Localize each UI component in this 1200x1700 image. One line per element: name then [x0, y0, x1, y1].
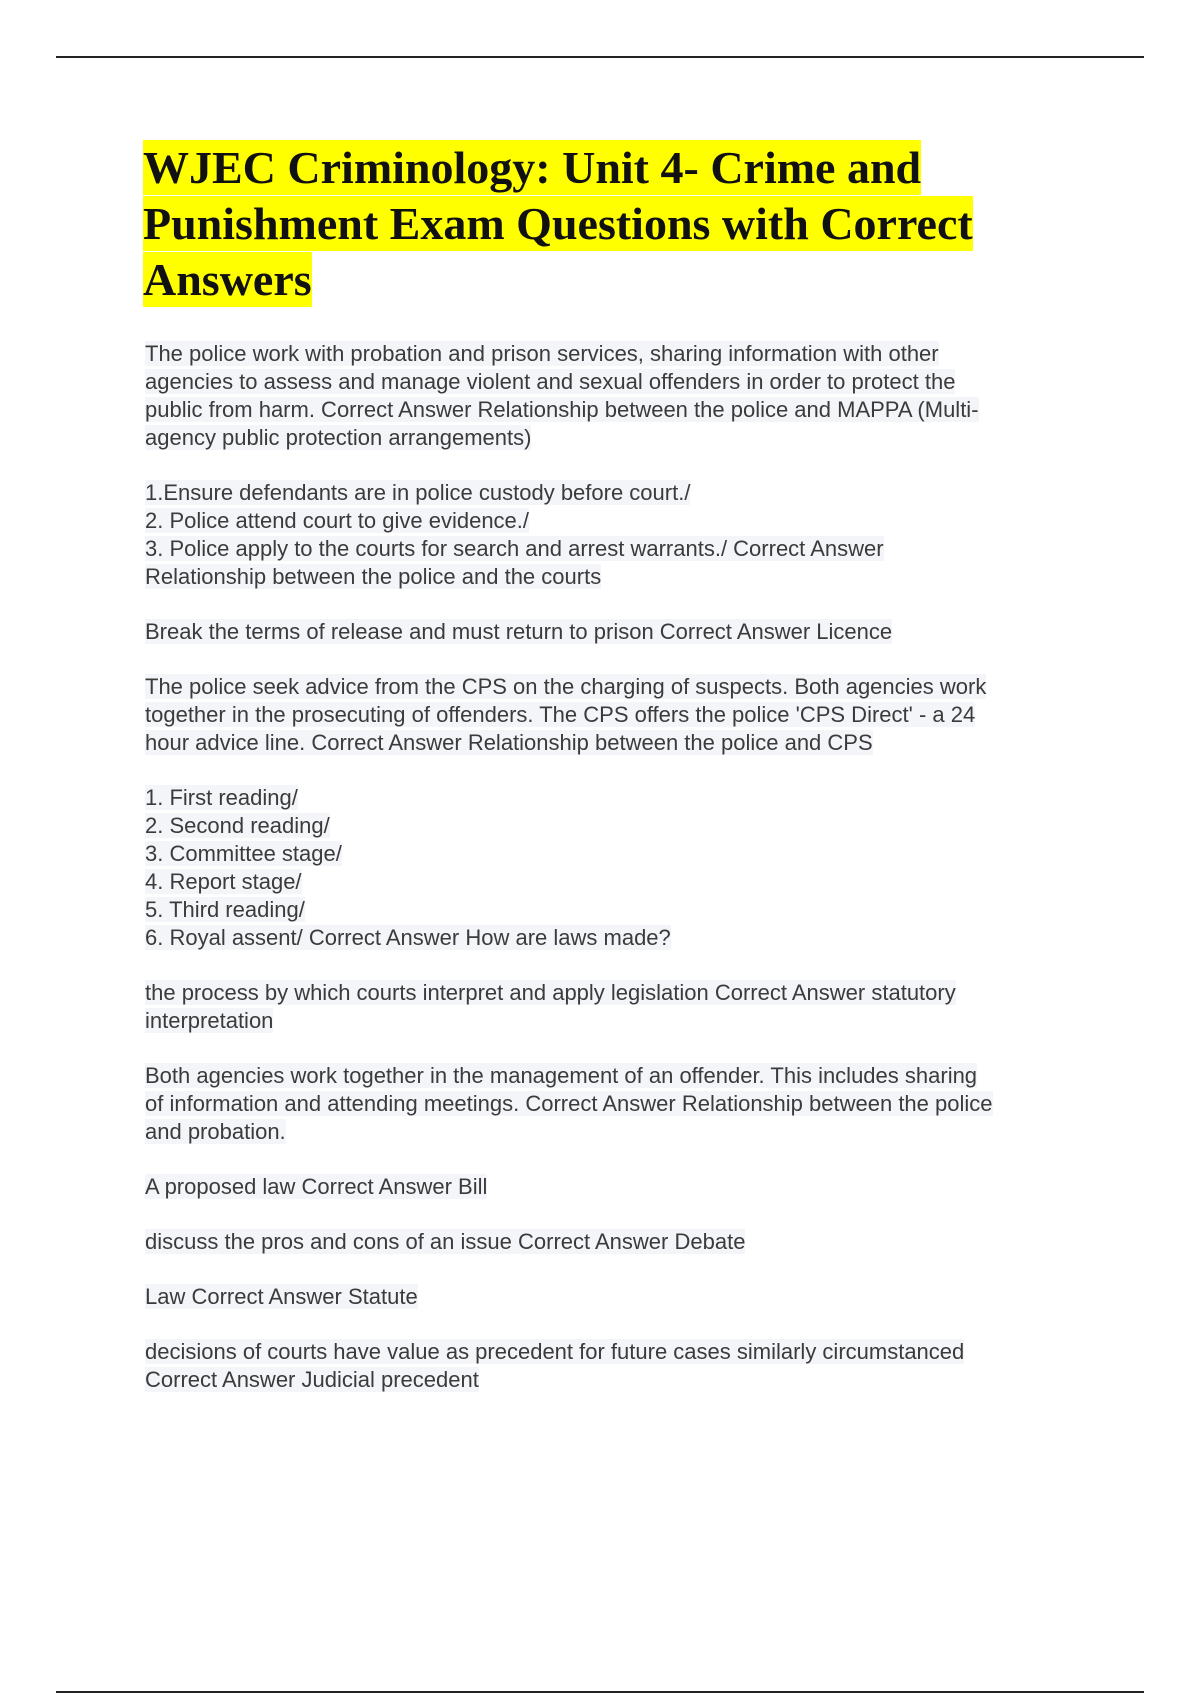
qa-line-text: the process by which courts interpret and apply legislation Correct Answer statutory	[145, 980, 956, 1005]
qa-line	[145, 424, 1090, 452]
qa-line-text: 2. Police attend court to give evidence./	[145, 508, 530, 533]
qa-line-text: 5. Third reading/	[145, 897, 305, 922]
qa-line-text: 1. First reading/	[145, 785, 298, 810]
qa-line-text: Correct Answer Judicial precedent	[145, 1367, 479, 1392]
qa-line-text: 3. Police apply to the courts for search and arrest warrants./ Correct Answer	[145, 536, 884, 561]
qa-line-text: 6. Royal assent/ Correct Answer How are laws made?	[145, 925, 671, 950]
qa-entry	[145, 1062, 1090, 1146]
top-rule	[56, 56, 1144, 58]
qa-entry	[145, 1228, 1090, 1256]
qa-line-text: hour advice line. Correct Answer Relationship between the police and CPS	[145, 730, 873, 755]
qa-line	[145, 896, 1090, 924]
qa-line	[145, 618, 1090, 646]
qa-line	[145, 812, 1090, 840]
qa-line	[145, 1090, 1090, 1118]
qa-line-text: of information and attending meetings. Correct Answer Relationship between the police	[145, 1091, 993, 1116]
qa-entry	[145, 673, 1090, 757]
qa-line	[145, 868, 1090, 896]
qa-line	[145, 673, 1090, 701]
bottom-rule	[56, 1691, 1144, 1693]
qa-line-text: discuss the pros and cons of an issue Correct Answer Debate	[145, 1229, 746, 1254]
qa-line-text: agencies to assess and manage violent and sexual offenders in order to protect the	[145, 369, 956, 394]
qa-entry	[145, 340, 1090, 452]
qa-line	[145, 1007, 1090, 1035]
qa-line	[145, 1228, 1090, 1256]
qa-line-text: Both agencies work together in the management of an offender. This includes sharing	[145, 1063, 978, 1088]
qa-entry	[145, 784, 1090, 952]
qa-line	[145, 1283, 1090, 1311]
qa-line-text: 4. Report stage/	[145, 869, 302, 894]
qa-entry	[145, 979, 1090, 1035]
qa-line	[145, 840, 1090, 868]
qa-line-text: A proposed law Correct Answer Bill	[145, 1174, 488, 1199]
qa-entry	[145, 1283, 1090, 1311]
qa-line	[145, 979, 1090, 1007]
qa-line-text: Break the terms of release and must return to prison Correct Answer Licence	[145, 619, 893, 644]
qa-entry	[145, 1338, 1090, 1394]
qa-line-text: agency public protection arrangements)	[145, 425, 532, 450]
qa-line	[145, 924, 1090, 952]
qa-line	[145, 784, 1090, 812]
document-title	[143, 140, 1043, 308]
qa-line	[145, 1062, 1090, 1090]
qa-line-text: together in the prosecuting of offenders. The CPS offers the police 'CPS Direct' - a 24	[145, 702, 976, 727]
qa-line	[145, 368, 1090, 396]
qa-line-text: The police work with probation and prison services, sharing information with other	[145, 341, 939, 366]
qa-entry	[145, 1173, 1090, 1201]
qa-line	[145, 535, 1090, 563]
qa-line-text: 1.Ensure defendants are in police custody before court./	[145, 480, 691, 505]
qa-line	[145, 396, 1090, 424]
qa-line	[145, 1338, 1090, 1366]
qa-line	[145, 563, 1090, 591]
qa-line	[145, 479, 1090, 507]
qa-line	[145, 729, 1090, 757]
qa-line-text: 2. Second reading/	[145, 813, 330, 838]
qa-line-text: public from harm. Correct Answer Relationship between the police and MAPPA (Multi-	[145, 397, 979, 422]
document-title-text: WJEC Criminology: Unit 4- Crime and Punishment Exam Questions with Correct Answers	[143, 142, 973, 305]
qa-entry	[145, 618, 1090, 646]
qa-line	[145, 340, 1090, 368]
qa-line-text: and probation.	[145, 1119, 286, 1144]
qa-entry	[145, 479, 1090, 591]
qa-line-text: interpretation	[145, 1008, 274, 1033]
qa-line	[145, 701, 1090, 729]
qa-line	[145, 1366, 1090, 1394]
qa-line	[145, 1118, 1090, 1146]
qa-line-text: The police seek advice from the CPS on the charging of suspects. Both agencies work	[145, 674, 987, 699]
qa-line	[145, 1173, 1090, 1201]
qa-line-text: Relationship between the police and the courts	[145, 564, 602, 589]
qa-line-text: Law Correct Answer Statute	[145, 1284, 418, 1309]
qa-list	[145, 340, 1090, 1421]
qa-line	[145, 507, 1090, 535]
qa-line-text: 3. Committee stage/	[145, 841, 342, 866]
qa-line-text: decisions of courts have value as precedent for future cases similarly circumstanced	[145, 1339, 965, 1364]
